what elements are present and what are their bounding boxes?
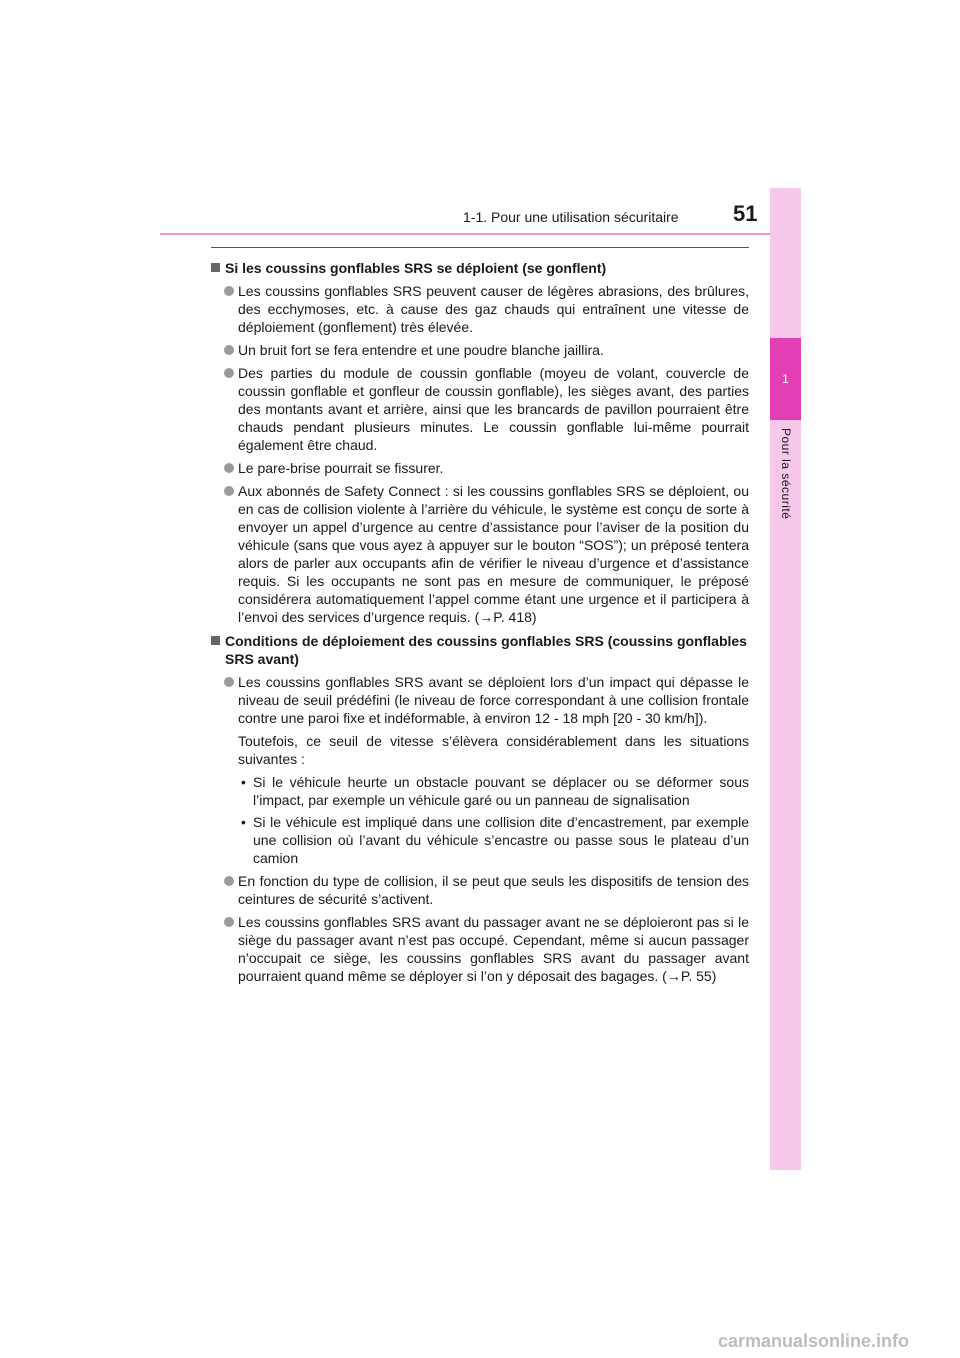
list-item-text: Les coussins gonflables SRS avant se déploient lors d’un impact qui dépasse le niveau de seuil prédéfini (le niveau de force correspondant à une collision frontale contre une paroi fixe et indéformable, à environ 12 - 18 mph [20 - 30 km/h]). <box>238 674 749 726</box>
header-rule <box>160 233 800 235</box>
page-number: 51 <box>733 201 758 226</box>
sub-list-item <box>211 773 749 809</box>
list-item-text: Des parties du module de coussin gonflable (moyeu de volant, couvercle de coussin gonflable et gonfleur de coussin gonflable), les sièges avant, des parties des montants avant et arrière, ainsi que les brancards de pavillon pourraient être chauds pendant plusieurs minutes. Le coussin gonflable lui-même pourrait également être chaud. <box>238 365 749 453</box>
list-item <box>211 459 749 477</box>
circle-bullet-icon <box>224 286 234 296</box>
section-heading <box>211 632 749 668</box>
small-bullet-icon: • <box>241 774 246 790</box>
chapter-number: 1 <box>782 372 789 386</box>
list-item-text: En fonction du type de collision, il se peut que seuls les dispositifs de tension des ceintures de sécurité s’activent. <box>238 873 749 907</box>
main-content <box>211 257 749 985</box>
list-item <box>211 673 749 727</box>
section-heading <box>211 259 749 277</box>
circle-bullet-icon <box>224 368 234 378</box>
sub-list-item-text: Si le véhicule heurte un obstacle pouvant se déplacer ou se déformer sous l’impact, par exemple un véhicule garé ou un panneau de signalisation <box>253 774 749 808</box>
circle-bullet-icon <box>224 917 234 927</box>
list-item-text: Les coussins gonflables SRS avant du passager avant ne se déploieront pas si le siège du passager avant n’est pas occupé. Cependant, même si aucun passager n’occupait ce siège, les coussins gonflables SRS avant du passager avant pourraient quand même se déployer si l’on y déposait des bagages. (→P. 55) <box>238 914 749 984</box>
list-item-text: Les coussins gonflables SRS peuvent causer de légères abrasions, des brûlures, des ecchymoses, etc. à cause des gaz chauds qui entraînent une vitesse de déploiement (gonflement) très élevée. <box>238 283 749 335</box>
circle-bullet-icon <box>224 677 234 687</box>
square-bullet-icon <box>211 263 220 272</box>
circle-bullet-icon <box>224 486 234 496</box>
square-bullet-icon <box>211 636 220 645</box>
list-item-text: Le pare-brise pourrait se fissurer. <box>238 460 444 476</box>
content-top-rule <box>211 247 749 248</box>
sub-list-item-text: Si le véhicule est impliqué dans une collision dite d’encastrement, par exemple une collision où l’avant du véhicule s’encastre ou passe sous le plateau d’un camion <box>253 814 749 866</box>
list-item <box>211 282 749 336</box>
header-section-title: 1-1. Pour une utilisation sécuritaire <box>463 209 679 225</box>
list-item-text: Aux abonnés de Safety Connect : si les coussins gonflables SRS se déploient, ou en cas de collision violente à l’arrière du véhicule, le système est conçu de sorte à envoyer un appel d’urgence au centre d’assistance pour l’aviser de la position du véhicule (sans que vous ayez à appuyer sur le bouton “SOS”); un préposé tentera alors de parler aux occupants afin de vérifier le niveau d’urgence et d’assistance requis. Si les occupants ne sont pas en mesure de communiquer, le préposé considérera automatiquement l’appel comme étant une urgence et il participera à l’envoi des services d’urgence requis. (→P. 418) <box>238 483 749 625</box>
list-item <box>211 341 749 359</box>
circle-bullet-icon <box>224 345 234 355</box>
chapter-side-tab <box>770 188 801 1170</box>
paragraph: Toutefois, ce seuil de vitesse s’élèvera considérablement dans les situations suivantes : <box>238 733 749 767</box>
sub-list-item <box>211 813 749 867</box>
small-bullet-icon: • <box>241 814 246 830</box>
circle-bullet-icon <box>224 876 234 886</box>
list-item <box>211 482 749 626</box>
chapter-label: Pour la sécurité <box>779 428 793 520</box>
list-item <box>211 364 749 454</box>
list-item <box>211 872 749 908</box>
section-heading-text: Conditions de déploiement des coussins gonflables SRS (coussins gonflables SRS avant) <box>225 633 747 667</box>
watermark: carmanualsonline.info <box>718 1331 910 1351</box>
section-heading-text: Si les coussins gonflables SRS se déploient (se gonflent) <box>225 260 607 276</box>
circle-bullet-icon <box>224 463 234 473</box>
list-item-text: Un bruit fort se fera entendre et une poudre blanche jaillira. <box>238 342 604 358</box>
list-item <box>211 913 749 985</box>
